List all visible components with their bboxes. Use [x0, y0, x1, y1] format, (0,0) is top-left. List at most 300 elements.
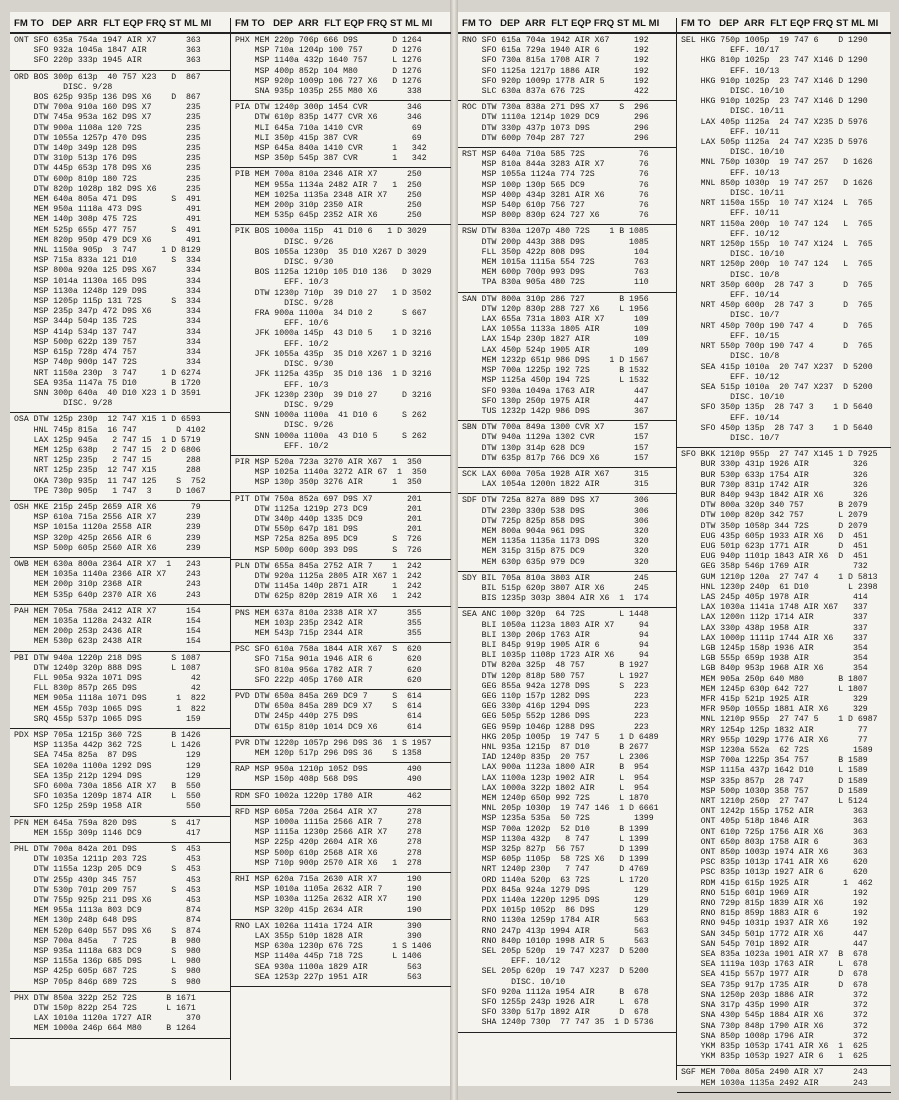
flight-row: MSP 500p 622p 139 757 334	[14, 337, 201, 347]
flight-row: MSP 130p 350p 3276 AIR 1 350	[235, 478, 422, 488]
origin-group	[231, 101, 451, 168]
flight-row: SFO 130p 250p 1975 AIR 447	[462, 396, 649, 406]
flight-row: LAX 1054a 1200n 1822 AIR 315	[462, 480, 649, 490]
origin-group	[231, 560, 451, 607]
flight-row: DTW 635p 817p 766 DC9 X6 157	[462, 453, 649, 463]
flight-row: MSP 540p 610p 756 727 76	[462, 201, 649, 211]
flight-row: NRT 1250p 200p 10 747 124 L 765	[681, 260, 873, 270]
flight-row: PIA DTW 1240p 300p 1454 CVR 346	[235, 103, 422, 113]
flight-row: SNA 430p 545p 1884 AIR X6 372	[681, 1011, 868, 1021]
flight-row: MEM 125p 638p 2 747 15 2 D 6806	[14, 445, 201, 455]
flight-row: LGB 1245p 158p 1936 AIR 354	[681, 643, 868, 653]
origin-group	[10, 729, 230, 817]
flight-row: EUG 435p 605p 1933 AIR X6 D 451	[681, 531, 868, 541]
origin-group	[10, 652, 230, 729]
flight-row: OWB MEM 630a 800a 2364 AIR X7 1 243	[14, 559, 201, 569]
date-note: EFF. 10/11	[681, 127, 780, 137]
flight-row: SEA 1253p 227p 1951 AIR 563	[235, 972, 422, 982]
flight-row: BLI 130p 206p 1763 AIR 94	[462, 630, 649, 640]
flight-row: BOS 1055a 1230p 35 D10 X267 D 3029	[235, 247, 427, 257]
flight-row: LAX 1200n 112p 1714 AIR 337	[681, 613, 868, 623]
flight-row: MEM 800a 904a 961 D9S 320	[462, 526, 649, 536]
flight-row: PDX 1140a 1220p 1295 D9S 129	[462, 896, 649, 906]
flight-row: MEM 535p 640p 2370 AIR X6 243	[14, 590, 201, 600]
flight-row: NRT 350p 600p 28 747 3 D 765	[681, 280, 873, 290]
flight-row: SFO BKK 1210p 955p 27 747 X145 1 D 7925	[681, 450, 878, 460]
date-note: DISC. 10/10	[681, 393, 785, 403]
flight-row: LAX 900a 1123a 1800 AIR B 954	[462, 763, 649, 773]
flight-row: PIR MSP 520a 723a 3270 AIR X67 1 350	[235, 457, 422, 467]
flight-row: PDX 1015p 1052p 86 D9S 129	[462, 906, 649, 916]
flight-row: MEM 1015a 1115a 554 72S 763	[462, 258, 649, 268]
flight-row: OSH MKE 215p 245p 2659 AIR X6 79	[14, 502, 201, 512]
flight-row: MEM 955a 1134a 2482 AIR 7 1 250	[235, 180, 422, 190]
flight-row: GEG 358p 546p 1769 AIR 732	[681, 562, 868, 572]
flight-row: MEM 155p 309p 1146 DC9 417	[14, 828, 201, 838]
flight-row: LAX 505p 1125a 24 747 X235 D 5976	[681, 138, 868, 148]
flight-row: PDX 845a 924a 1279 D9S 129	[462, 885, 649, 895]
flight-row: JFK 1125a 435p 35 D10 136 1 D 3216	[235, 370, 432, 380]
flight-row: ONT 1242p 155p 1752 AIR 363	[681, 807, 868, 817]
flight-row: RNO 1130a 1259p 1784 AIR 563	[462, 916, 649, 926]
flight-row: PDX MSP 705a 1215p 360 72S B 1426	[14, 731, 201, 740]
flight-row: YKM 835p 1053p 1927 AIR 6 1 625	[681, 1052, 868, 1062]
flight-row: HKG 205p 1005p 19 747 5 1 D 6489	[462, 732, 659, 742]
flight-row: MSP 500p 605p 2560 AIR X6 239	[14, 543, 201, 553]
date-note: DISC. 9/28	[14, 82, 113, 92]
flight-row: DTW 310p 513p 176 D9S 235	[14, 154, 201, 164]
origin-group	[458, 225, 676, 292]
date-note: DISC. 9/26	[235, 421, 334, 431]
flight-row: MLI 350p 415p 387 CVR 69	[235, 133, 422, 143]
flight-row: MEM 530p 623p 2438 AIR 154	[14, 637, 201, 647]
flight-row: LAX 450p 524p 1905 AIR 109	[462, 345, 649, 355]
flight-row: MSP 1030a 1125a 2632 AIR X7 190	[235, 895, 422, 905]
flight-row: MSP 935a 1118a 683 DC9 S 980	[14, 947, 201, 957]
flight-row: MEM 1035a 1140a 2366 AIR X7 243	[14, 570, 201, 580]
flight-row: NRT 1150a 230p 3 747 1 D 6274	[14, 368, 201, 378]
flight-row: SFO 222p 405p 1760 AIR 620	[235, 675, 422, 685]
flight-row: NRT 1150a 200p 10 747 124 L 765	[681, 219, 873, 229]
flight-row: SNA 850p 1008p 1796 AIR 372	[681, 1031, 868, 1041]
flight-row: LGB 840p 953p 1968 AIR X6 354	[681, 664, 868, 674]
column-body	[458, 34, 676, 1033]
flight-row: MSP 1135a 442p 362 72S L 1426	[14, 741, 201, 751]
flight-row: RHI MSP 620a 715a 2630 AIR X7 190	[235, 875, 422, 885]
date-note: DISC. 9/26	[235, 237, 334, 247]
column-body	[677, 34, 891, 1093]
origin-group	[677, 34, 891, 448]
origin-group	[458, 421, 676, 468]
date-note: EFF. 10/14	[681, 291, 780, 301]
origin-group	[677, 1066, 891, 1092]
origin-group	[458, 572, 676, 609]
flight-row: RST MSP 640a 710a 585 72S 76	[462, 150, 649, 160]
date-note: EFF. 10/3	[235, 380, 329, 390]
flight-row: LAX 125p 945a 2 747 15 1 D 5719	[14, 435, 201, 445]
schedule-column	[458, 18, 676, 1080]
origin-group	[458, 148, 676, 225]
flight-row: MSP 225p 420p 2604 AIR X6 278	[235, 838, 422, 848]
flight-row: RDM 415p 615p 1925 AIR 1 462	[681, 878, 873, 888]
flight-row: MSP 1115a 1230p 2566 AIR X7 278	[235, 828, 422, 838]
flight-row: SFO 1035a 1209p 1874 AIR L 550	[14, 792, 201, 802]
column-header: FM TO DEP ARR FLT EQP FRQ ST ML MI	[231, 18, 451, 34]
flight-row: PIT DTW 750a 852a 697 D9S X7 201	[235, 494, 422, 504]
flight-row: DTW 245p 440p 275 D9S 614	[235, 712, 422, 722]
column-header: FM TO DEP ARR FLT EQP FRQ ST ML MI	[10, 18, 230, 34]
date-note: DISC. 9/29	[235, 400, 334, 410]
flight-row: SLC 630a 837a 676 72S 422	[462, 87, 649, 97]
flight-row: GEG 110p 157p 1282 D9S 223	[462, 691, 649, 701]
flight-row: DTW 1240p 320p 888 D9S L 1087	[14, 663, 201, 673]
date-note: DISC. 10/7	[681, 433, 780, 443]
flight-row: SNA 317p 435p 1990 AIR 372	[681, 1001, 868, 1011]
flight-row: MSP 920p 1009p 106 727 X6 D 1276	[235, 76, 422, 86]
flight-row: SEA 735p 917p 1735 AIR D 678	[681, 980, 868, 990]
flight-row: DTW 1145a 140p 2871 AIR 1 242	[235, 582, 422, 592]
flight-row: MEM 1135a 1135a 1173 D9S 320	[462, 537, 649, 547]
date-note: DISC. 10/8	[681, 270, 780, 280]
flight-row: BOS 1125a 1210p 105 D10 136 D 3029	[235, 268, 432, 278]
flight-row: SAN 545p 701p 1892 AIR 447	[681, 939, 868, 949]
flight-row: MEM 130p 248p 648 D9S 874	[14, 916, 201, 926]
flight-row: MSP 800a 920a 125 D9S X67 334	[14, 266, 201, 276]
flight-row: MLI 645a 710a 1410 CVR 69	[235, 123, 422, 133]
flight-row: MSP 325p 827p 56 757 D 1399	[462, 845, 649, 855]
flight-row: MSP 320p 425p 2656 AIR 6 239	[14, 533, 201, 543]
flight-row: DTW 330p 437p 1073 D9S 296	[462, 123, 649, 133]
flight-row: MEM 955a 1113a 803 DC9 874	[14, 906, 201, 916]
date-note: EFF. 10/14	[681, 413, 780, 423]
flight-row: SRQ 455p 537p 1065 D9S 159	[14, 714, 201, 724]
flight-row: FLL 905a 932a 1071 D9S 42	[14, 673, 201, 683]
flight-row: SEA 745a 825a 87 D9S 129	[14, 751, 201, 761]
flight-row: MSP 344p 504p 135 72S 334	[14, 317, 201, 327]
flight-row: DTW 940a 1129a 1302 CVR 157	[462, 433, 649, 443]
flight-row: SFO 1255p 243p 1926 AIR L 678	[462, 998, 649, 1008]
flight-row: GEG 855a 942a 1278 D9S S 223	[462, 681, 649, 691]
flight-row: PHX DTW 850a 322p 252 72S B 1671	[14, 993, 196, 1003]
flight-row: PSC SFO 610a 758a 1844 AIR X67 S 620	[235, 645, 422, 655]
origin-group	[10, 501, 230, 558]
origin-group	[231, 643, 451, 690]
flight-row: DTW 445p 653p 178 D9S X6 235	[14, 164, 201, 174]
origin-group	[458, 468, 676, 494]
flight-row: DTW 755p 925p 211 D9S X6 453	[14, 896, 201, 906]
date-note: DISC. 10/10	[681, 250, 785, 260]
date-note: EFF. 10/2	[235, 339, 329, 349]
origin-group	[458, 608, 676, 1032]
flight-row: PBI DTW 940a 1220p 218 D9S S 1087	[14, 653, 201, 663]
flight-row: SAN DTW 800a 310p 286 727 B 1956	[462, 294, 649, 304]
flight-row: MSP 400p 852p 104 M80 D 1276	[235, 66, 422, 76]
flight-row: LAX 330p 438p 1958 AIR 337	[681, 623, 868, 633]
flight-row: MSP 705p 846p 689 72S S 980	[14, 977, 201, 987]
flight-row: BUR 840p 943p 1842 AIR X6 326	[681, 490, 868, 500]
flight-row: MEM 525p 655p 477 757 S 491	[14, 225, 201, 235]
schedule-column	[10, 18, 230, 1080]
flight-row: SEA 415p 557p 1977 AIR D 678	[681, 970, 868, 980]
flight-row: DTW 600p 810p 180 72S 235	[14, 174, 201, 184]
flight-row: SFO 932a 1045a 1847 AIR 363	[14, 46, 201, 56]
flight-row: SFO 615a 729a 1940 AIR 6 192	[462, 46, 649, 56]
origin-group	[10, 843, 230, 992]
flight-row: MSP 150p 408p 568 D9S 490	[235, 775, 422, 785]
flight-row: RNO 840p 1010p 1998 AIR 5 563	[462, 936, 649, 946]
flight-row: MSP 414p 534p 137 747 334	[14, 327, 201, 337]
flight-row: NRT 1240p 230p 7 747 D 4769	[462, 865, 649, 875]
flight-row: MEM 1240p 650p 992 72S L 1870	[462, 794, 649, 804]
flight-row: DTW 610p 835p 1477 CVR X6 346	[235, 113, 422, 123]
date-note: DISC. 10/10	[462, 977, 566, 987]
column-body	[231, 34, 451, 987]
flight-row: DTW 725p 825p 858 D9S 306	[462, 516, 649, 526]
date-note: EFF. 10/17	[681, 46, 780, 56]
flight-row: SFO 1125a 1217p 1886 AIR 192	[462, 66, 649, 76]
flight-row: MEM 1245p 630p 642 727 L 1807	[681, 684, 868, 694]
flight-row: JFK 1055a 435p 35 D10 X267 1 D 3216	[235, 349, 432, 359]
flight-row: HKG 910p 1025p 23 747 X146 D 1290	[681, 97, 868, 107]
flight-row: MEM 905a 1118a 1071 D9S 1 822	[14, 694, 206, 704]
date-note: DISC. 10/11	[681, 189, 785, 199]
flight-row: MNL 1150a 905p 3 747 1 D 8129	[14, 246, 201, 256]
flight-row: SFO 930a 1049a 1763 AIR 447	[462, 386, 649, 396]
origin-group	[231, 456, 451, 493]
flight-row: MEM 1000a 246p 664 M80 B 1264	[14, 1024, 196, 1034]
origin-group	[10, 34, 230, 71]
flight-row: DTW 230p 330p 538 D9S 306	[462, 506, 649, 516]
flight-row: MEM 1025a 1135a 2348 AIR X7 250	[235, 190, 422, 200]
flight-row: PFN MEM 645a 759a 820 D9S S 417	[14, 818, 201, 828]
flight-row: SNA 935p 1035p 255 M80 X6 338	[235, 87, 422, 97]
flight-row: MSP 1125a 450p 194 72S L 1532	[462, 376, 649, 386]
flight-row: SNN 1000a 1100a 41 D10 6 S 262	[235, 411, 427, 421]
flight-row: DTW 745a 953a 162 D9S X7 235	[14, 113, 201, 123]
flight-row: SFO 810a 956a 1782 AIR 7 620	[235, 665, 422, 675]
flight-row: SEA 1020a 1100a 1292 D9S 129	[14, 761, 201, 771]
flight-row: NRT 1250p 155p 10 747 X124 L 765	[681, 240, 873, 250]
flight-row: ROC DTW 730a 838a 271 D9S X7 S 296	[462, 103, 649, 113]
date-note: DISC. 10/7	[681, 311, 780, 321]
flight-row: SEA ANC 100p 320p 64 72S L 1448	[462, 610, 649, 620]
date-note: EFF. 10/12	[681, 372, 780, 382]
flight-row: MSP 610a 715a 2556 AIR X7 239	[14, 513, 201, 523]
flight-row: MSP 700a 1202p 52 D10 B 1399	[462, 824, 649, 834]
flight-row: NRT 125p 235p 12 747 X15 288	[14, 466, 201, 476]
flight-row: MSP 700a 1225p 192 72S B 1532	[462, 366, 649, 376]
flight-row: SNA 730p 848p 1790 AIR X6 372	[681, 1021, 868, 1031]
flight-row: LAX 355p 510p 1828 AIR 390	[235, 932, 422, 942]
flight-row: SFO 450p 135p 28 747 3 1 D 5640	[681, 423, 873, 433]
flight-row: JFK 1230p 230p 39 D10 27 D 3216	[235, 390, 432, 400]
flight-row: SEA 835a 1023a 1901 AIR X7 B 678	[681, 950, 868, 960]
flight-row: SHA 1240p 730p 77 747 35 1 D 5736	[462, 1018, 654, 1028]
flight-row: MEM 820p 950p 479 DC9 X6 491	[14, 235, 201, 245]
flight-row: PLN DTW 655a 845a 2752 AIR 7 1 242	[235, 561, 422, 571]
flight-row: SFO 350p 135p 28 747 3 1 D 5640	[681, 403, 873, 413]
flight-row: RNO SFO 615a 704a 1942 AIR X67 192	[462, 36, 649, 45]
flight-row: SEA 935a 1147a 75 D10 B 1720	[14, 378, 201, 388]
flight-row: BUR 730p 831p 1742 AIR 326	[681, 480, 868, 490]
flight-row: LAX 1030a 1141a 1748 AIR X67 337	[681, 603, 868, 613]
flight-row: GEG 505p 552p 1286 D9S 223	[462, 712, 649, 722]
flight-row: RNO LAX 1026a 1141a 1724 AIR 390	[235, 921, 422, 931]
origin-group	[677, 448, 891, 1066]
flight-row: DTW 650a 845a 289 DC9 X7 S 614	[235, 702, 422, 712]
flight-row: BLI 1035p 1108p 1723 AIR X6 94	[462, 651, 649, 661]
date-note: EFF. 10/3	[235, 278, 329, 288]
date-note: EFF. 10/11	[681, 209, 780, 219]
flight-row: MSP 1010a 1105a 2632 AIR 7 190	[235, 885, 422, 895]
flight-row: SFO 715a 901a 1946 AIR 6 620	[235, 655, 422, 665]
flight-row: PVR DTW 1220p 1057p 296 D9S 36 1 S 1957	[235, 738, 432, 748]
flight-row: EUG 940p 1101p 1843 AIR X6 D 451	[681, 552, 868, 562]
flight-row: MSP 100p 130p 565 DC9 76	[462, 180, 649, 190]
flight-row: FLL 350p 422p 808 D9S 104	[462, 247, 649, 257]
flight-row: PVD DTW 650a 845a 269 DC9 7 S 614	[235, 691, 422, 701]
flight-row: DTW 140p 349p 128 D9S 235	[14, 144, 201, 154]
flight-row: MEM 120p 517p 296 D9S 36 S 1358	[235, 749, 422, 758]
origin-group	[10, 605, 230, 652]
flight-row: BIS 1235p 303p 3804 AIR X6 1 174	[462, 594, 649, 604]
flight-row: MNL 750p 1030p 19 747 257 D 1626	[681, 158, 873, 168]
flight-row: MSP 1015a 1120a 2558 AIR 239	[14, 523, 201, 533]
flight-row: LAS 245p 405p 1978 AIR 414	[681, 592, 868, 602]
flight-row: MSP 710a 1204p 100 757 D 1276	[235, 46, 422, 56]
flight-row: LGB 555p 659p 1938 AIR 354	[681, 654, 868, 664]
flight-row: NRT 125p 235p 2 747 15 288	[14, 456, 201, 466]
flight-row: MEM 200p 253p 2436 AIR 154	[14, 627, 201, 637]
flight-row: YKM 835p 1053p 1741 AIR X6 1 625	[681, 1041, 868, 1051]
flight-row: MRY 1254p 125p 1832 AIR 77	[681, 725, 868, 735]
flight-row: SEA 135p 212p 1294 D9S 129	[14, 771, 201, 781]
flight-row: NRT 1150a 155p 10 747 X124 L 765	[681, 199, 873, 209]
flight-row: ONT SFO 635a 754a 1947 AIR X7 363	[14, 36, 201, 45]
flight-row: OSA DTW 125p 230p 12 747 X15 1 D 6593	[14, 415, 201, 425]
flight-row: SEA 1119a 103p 1763 AIR L 678	[681, 960, 868, 970]
flight-row: NRT 1210p 250p 27 747 L 5124	[681, 797, 868, 807]
flight-row: IAD 1240p 835p 20 757 L 2306	[462, 753, 649, 763]
schedule-column	[230, 18, 451, 1080]
flight-row: MSP 1140a 445p 718 72S L 1406	[235, 952, 422, 962]
flight-row: MSP 500p 1030p 358 757 D 1589	[681, 786, 868, 796]
flight-row: PAH MEM 705a 758a 2412 AIR X7 154	[14, 606, 201, 616]
origin-group	[458, 293, 676, 421]
origin-group	[231, 873, 451, 920]
flight-row: DTW 340p 440p 1335 DC9 201	[235, 514, 422, 524]
date-note: EFF. 10/13	[681, 66, 780, 76]
flight-row: RNO 815p 859p 1883 AIR 6 192	[681, 909, 868, 919]
flight-row: MEM 140p 308p 475 72S 491	[14, 215, 201, 225]
flight-row: DTW 530p 701p 209 757 S 453	[14, 885, 201, 895]
flight-row: FRA 900a 1100a 34 D10 2 S 667	[235, 309, 427, 319]
flight-row: BIL 515p 620p 3807 AIR X6 245	[462, 583, 649, 593]
flight-row: SFO 600a 730a 1856 AIR X7 B 550	[14, 782, 201, 792]
flight-row: ORD BOS 300p 613p 40 757 X23 D 867	[14, 72, 201, 82]
date-note: EFF. 10/12	[681, 229, 780, 239]
flight-row: MFR 415p 521p 1925 AIR 329	[681, 695, 868, 704]
flight-row: SFO 920p 1009p 1778 AIR 5 192	[462, 76, 649, 86]
flight-row: OKA 730p 935p 11 747 125 S 752	[14, 476, 206, 486]
flight-row: MSP 630a 1230p 676 72S 1 S 1406	[235, 942, 432, 952]
flight-row: MSP 700a 1225p 354 757 B 1589	[681, 756, 868, 766]
origin-group	[10, 413, 230, 501]
date-note: DISC. 9/30	[235, 360, 334, 370]
flight-row: TPA 830a 905a 480 72S 110	[462, 278, 649, 288]
origin-group	[231, 806, 451, 873]
flight-row: DTW 820p 1028p 182 D9S X6 235	[14, 184, 201, 194]
flight-row: RSW DTW 830a 1207p 480 72S 1 B 1085	[462, 227, 649, 237]
flight-row: MSP 1014a 1130a 165 D9S 334	[14, 276, 201, 286]
flight-row: DTW 615p 810p 1014 DC9 X6 614	[235, 722, 422, 732]
flight-row: ONT 850p 1003p 1974 AIR X6 363	[681, 848, 868, 858]
flight-row: DTW 1125a 1219p 273 DC9 201	[235, 504, 422, 514]
flight-row: BLI 1050a 1123a 1803 AIR X7 94	[462, 620, 649, 630]
flight-row: MSP 605p 1105p 58 72S X6 D 1399	[462, 855, 649, 865]
origin-group	[231, 34, 451, 101]
flight-row: RNO 729p 815p 1839 AIR X6 192	[681, 899, 868, 909]
flight-row: MSP 400p 434p 3281 AIR X6 76	[462, 190, 649, 200]
flight-row: MEM 315p 315p 875 DC9 320	[462, 547, 649, 557]
flight-row: MSP 500p 600p 393 D9S S 726	[235, 545, 422, 555]
flight-row: SFO 220p 333p 1945 AIR 363	[14, 56, 201, 66]
flight-row: ORD 1140a 520p 63 72S L 1720	[462, 875, 649, 885]
flight-row: MEM 455p 703p 1065 D9S 1 822	[14, 704, 206, 714]
flight-row: ONT 650p 803p 1758 AIR 6 363	[681, 837, 868, 847]
flight-row: MEM 630p 635p 979 DC9 320	[462, 557, 649, 567]
flight-row: MEM 520p 640p 557 D9S X6 S 874	[14, 926, 201, 936]
flight-row: HNL 1230p 240p 61 D10 L 2398	[681, 582, 878, 592]
flight-row: MSP 615p 728p 474 757 334	[14, 348, 201, 358]
flight-row: MNL 1210p 955p 27 747 5 1 D 6987	[681, 715, 878, 725]
flight-row: BUR 530p 633p 1754 AIR 326	[681, 470, 868, 480]
flight-row: DTW 920a 1125a 2805 AIR X67 1 242	[235, 571, 422, 581]
flight-row: PIK BOS 1000a 115p 41 D10 6 1 D 3029	[235, 227, 427, 237]
flight-row: MEM 543p 715p 2344 AIR 355	[235, 628, 422, 638]
date-note: DISC. 10/10	[681, 148, 785, 158]
flight-row: LAX 655a 731a 1803 AIR X7 109	[462, 315, 649, 325]
origin-group	[10, 817, 230, 843]
flight-row: BLI 845p 919p 1905 AIR 6 94	[462, 640, 649, 650]
flight-row: MEM 950a 1118a 473 D9S 491	[14, 205, 201, 215]
flight-row: MEM 640a 805a 471 D9S S 491	[14, 195, 201, 205]
flight-row: RNO 515p 601p 1969 AIR 192	[681, 888, 868, 898]
flight-row: FLL 830p 857p 265 D9S 42	[14, 684, 201, 694]
flight-row: SEA 930a 1100a 1829 AIR 563	[235, 962, 422, 972]
flight-row: MRY 955p 1029p 1776 AIR X6 77	[681, 735, 868, 745]
flight-row: MSP 715a 833a 121 D10 S 334	[14, 256, 201, 266]
book-gutter	[450, 0, 458, 1100]
date-note: DISC. 9/28	[14, 399, 113, 409]
flight-row: RAP MSP 950a 1210p 1052 D9S 490	[235, 765, 422, 775]
flight-row: MSP 740p 900p 147 72S 334	[14, 358, 201, 368]
flight-row: DTW 600p 704p 287 727 296	[462, 133, 649, 143]
date-note: EFF. 10/6	[235, 319, 329, 329]
flight-row: DTW 900a 1108a 120 72S 235	[14, 123, 201, 133]
flight-row: LAX 405p 1125a 24 747 X235 D 5976	[681, 117, 868, 127]
flight-row: MSP 1000a 1115a 2566 AIR 7 278	[235, 818, 422, 828]
flight-row: GEG 330p 416p 1294 D9S 223	[462, 702, 649, 712]
flight-row: MSP 425p 605p 687 72S S 980	[14, 967, 201, 977]
flight-row: MSP 1230a 552a 62 72S 1589	[681, 746, 873, 756]
origin-group	[458, 494, 676, 571]
origin-group	[231, 763, 451, 789]
date-note: EFF. 10/2	[235, 441, 329, 451]
flight-row: MEM 1232p 651p 986 D9S 1 D 1567	[462, 355, 649, 365]
flight-row: MSP 335p 857p 28 747 D 1589	[681, 776, 868, 786]
flight-row: MFR 950p 1055p 1881 AIR X6 329	[681, 705, 868, 715]
